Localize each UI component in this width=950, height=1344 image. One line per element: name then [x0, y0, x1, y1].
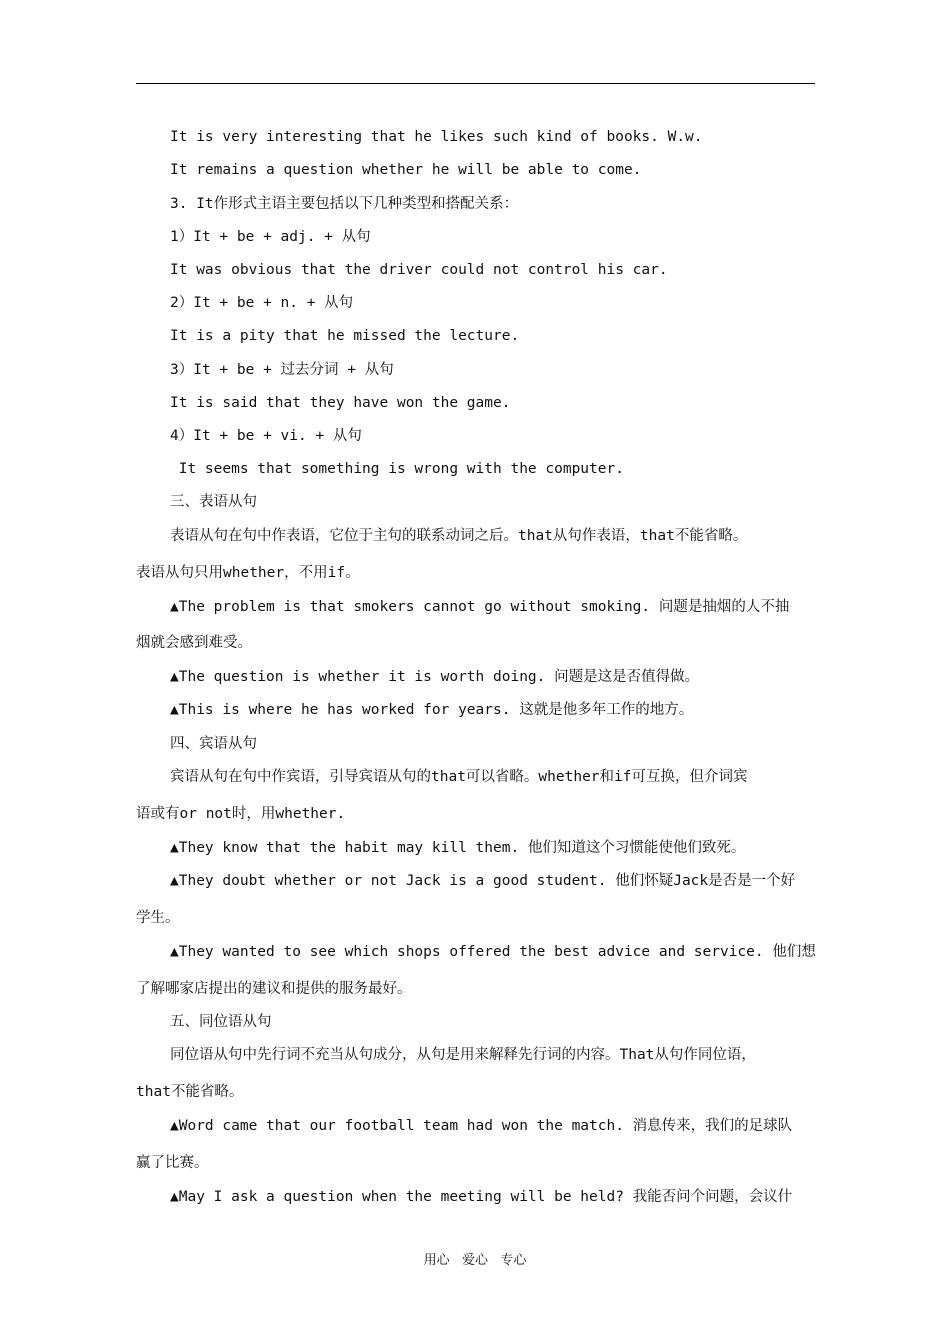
text-line: It is a pity that he missed the lecture. — [170, 328, 520, 344]
text-line: 烟就会感到难受。 — [136, 635, 252, 651]
text-line: 2）It + be + n. + 从句 — [170, 295, 354, 311]
text-line: It remains a question whether he will be able to come. — [170, 162, 642, 178]
example-line: ▲This is where he has worked for years. 这就是他多年工作的地方。 — [170, 702, 694, 718]
example-line: ▲The problem is that smokers cannot go without smoking. 问题是抽烟的人不抽 — [170, 599, 790, 615]
text-line: It was obvious that the driver could not control his car. — [170, 262, 668, 278]
text-line: 3）It + be + 过去分词 + 从句 — [170, 362, 394, 378]
section-heading: 四、宾语从句 — [170, 736, 257, 752]
text-line: 语或有or not时，用whether. — [136, 806, 346, 822]
example-line: ▲They doubt whether or not Jack is a good student. 他们怀疑Jack是否是一个好 — [170, 873, 796, 889]
text-line: 了解哪家店提出的建议和提供的服务最好。 — [136, 981, 412, 997]
text-line: 学生。 — [136, 910, 180, 926]
header-rule — [136, 83, 815, 84]
section-heading: 三、表语从句 — [170, 494, 257, 510]
text-line: 赢了比赛。 — [136, 1155, 209, 1171]
example-line: ▲The question is whether it is worth doing. 问题是这是否值得做。 — [170, 669, 700, 685]
example-line: ▲Word came that our football team had won the match. 消息传来，我们的足球队 — [170, 1118, 793, 1134]
text-line: 宾语从句在句中作宾语，引导宾语从句的that可以省略。whether和if可互换，但介词宾 — [170, 769, 748, 785]
text-line: that不能省略。 — [136, 1084, 244, 1100]
text-line: 表语从句在句中作表语，它位于主句的联系动词之后。that从句作表语，that不能省略。 — [170, 528, 748, 544]
page-footer: 用心 爱心 专心 — [423, 1253, 527, 1268]
text-line: 4）It + be + vi. + 从句 — [170, 428, 362, 444]
example-line: ▲They wanted to see which shops offered the best advice and service. 他们想 — [170, 944, 816, 960]
text-line: 3. It作形式主语主要包括以下几种类型和搭配关系： — [170, 196, 519, 212]
section-heading: 五、同位语从句 — [170, 1014, 272, 1030]
example-line: ▲May I ask a question when the meeting will be held? 我能否问个问题，会议什 — [170, 1189, 793, 1205]
text-line: It is very interesting that he likes such kind of books. W.w. — [170, 129, 703, 145]
text-line: 1）It + be + adj. + 从句 — [170, 229, 371, 245]
text-line: It is said that they have won the game. — [170, 395, 511, 411]
example-line: ▲They know that the habit may kill them. 他们知道这个习惯能使他们致死。 — [170, 840, 746, 856]
text-line: 同位语从句中先行词不充当从句成分，从句是用来解释先行词的内容。That从句作同位语， — [170, 1047, 756, 1063]
text-line: 表语从句只用whether，不用if。 — [136, 565, 360, 581]
text-line: It seems that something is wrong with the computer. — [170, 461, 624, 477]
